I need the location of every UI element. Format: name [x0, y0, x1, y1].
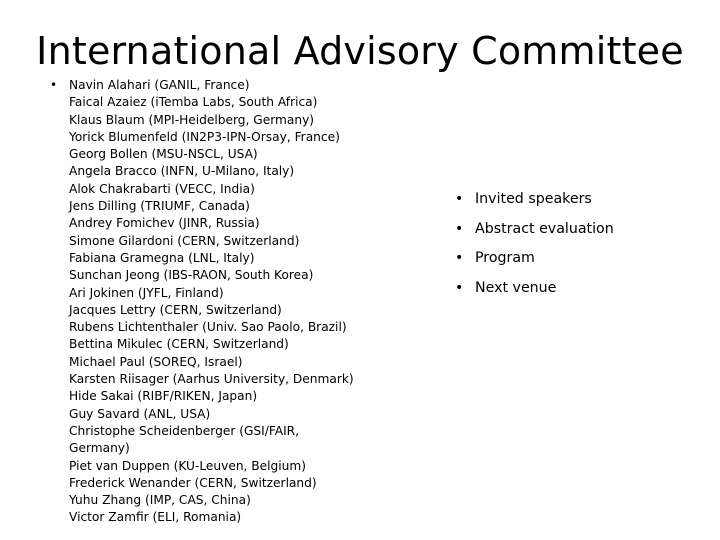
committee-member: Yuhu Zhang (IMP, CAS, China) — [69, 493, 251, 508]
topic-label: Next venue — [475, 279, 557, 296]
committee-member: Victor Zamfir (ELI, Romania) — [69, 510, 242, 525]
committee-member: Christophe Scheidenberger (GSI/FAIR, Germany) — [69, 423, 300, 456]
topic-bullet: • — [455, 191, 464, 207]
committee-member: Angela Bracco (INFN, U-Milano, Italy) — [69, 164, 295, 179]
committee-member: Georg Bollen (MSU-NSCL, USA) — [69, 147, 258, 162]
committee-member: Piet van Duppen (KU-Leuven, Belgium) — [69, 458, 307, 473]
topic-label: Program — [475, 250, 535, 266]
agenda-topic-list — [455, 188, 614, 306]
committee-member: Ari Jokinen (JYFL, Finland) — [69, 285, 224, 300]
committee-member: Frederick Wenander (CERN, Switzerland) — [69, 475, 317, 490]
committee-member: Fabiana Gramegna (LNL, Italy) — [69, 250, 255, 265]
list-bullet: • — [50, 78, 58, 92]
topic-label: Abstract evaluation — [475, 220, 614, 237]
committee-member: Andrey Fomichev (JINR, Russia) — [69, 216, 260, 231]
committee-member: Sunchan Jeong (IBS-RAON, South Korea) — [69, 268, 314, 283]
committee-member: Jacques Lettry (CERN, Switzerland) — [69, 302, 282, 317]
committee-member: Alok Chakrabarti (VECC, India) — [69, 181, 255, 196]
topic-bullet: • — [455, 279, 464, 296]
committee-member: Navin Alahari (GANIL, France) — [69, 78, 250, 92]
committee-member: Rubens Lichtenthaler (Univ. Sao Paolo, Brazil) — [69, 320, 347, 335]
topic-bullet: • — [455, 220, 464, 237]
committee-member: Guy Savard (ANL, USA) — [69, 406, 211, 421]
committee-member: Faical Azaiez (iTemba Labs, South Africa) — [69, 95, 318, 110]
agenda-topic — [455, 218, 614, 240]
agenda-topic — [455, 277, 614, 299]
agenda-topic — [455, 247, 614, 269]
committee-member: Yorick Blumenfeld (IN2P3-IPN-Orsay, France) — [69, 129, 340, 144]
committee-member: Michael Paul (SOREQ, Israel) — [69, 354, 243, 369]
committee-member: Jens Dilling (TRIUMF, Canada) — [69, 199, 250, 214]
committee-member: Simone Gilardoni (CERN, Switzerland) — [69, 233, 300, 248]
topic-label: Invited speakers — [475, 191, 592, 207]
topic-bullet: • — [455, 250, 464, 266]
committee-member-list — [50, 77, 380, 527]
committee-member: Hide Sakai (RIBF/RIKEN, Japan) — [69, 389, 258, 404]
committee-member: Bettina Mikulec (CERN, Switzerland) — [69, 337, 289, 352]
slide-title: International Advisory Committee — [36, 29, 684, 73]
committee-member: Klaus Blaum (MPI-Heidelberg, Germany) — [69, 112, 315, 127]
agenda-topic — [455, 188, 614, 210]
committee-member: Karsten Riisager (Aarhus University, Denmark) — [69, 372, 354, 387]
